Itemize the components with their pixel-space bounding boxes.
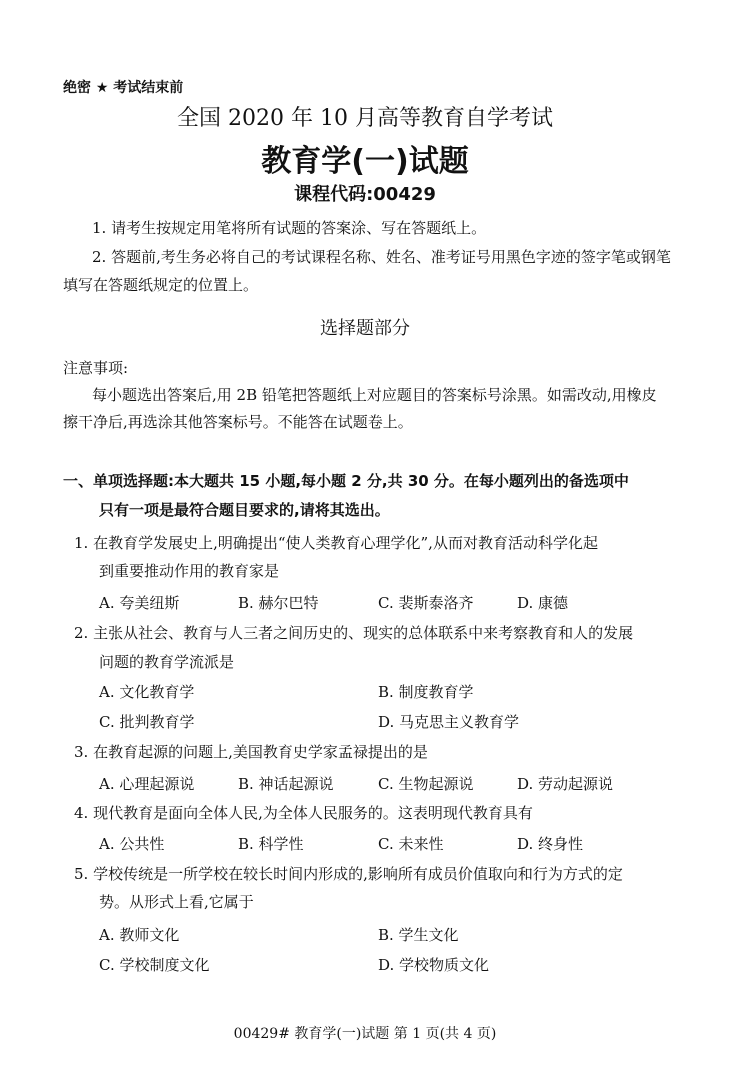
question-5-option-c: C. 学校制度文化: [99, 956, 210, 974]
question-2-option-b: B. 制度教育学: [378, 683, 474, 701]
exam-title: 全国 2020 年 10 月高等教育自学考试: [177, 106, 553, 131]
question-4-line-1: 4. 现代教育是面向全体人民,为全体人民服务的。这表明现代教育具有: [74, 804, 533, 822]
question-4-option-a: A. 公共性: [99, 835, 165, 853]
notes-line-1: 每小题选出答案后,用 2B 铅笔把答题纸上对应题目的答案标号涂黑。如需改动,用橡皮: [92, 386, 657, 404]
question-2-option-a: A. 文化教育学: [99, 683, 195, 701]
page-footer: 00429# 教育学(一)试题 第 1 页(共 4 页): [233, 1026, 497, 1042]
question-4-option-c: C. 未来性: [378, 835, 444, 853]
question-1-line-2: 到重要推动作用的教育家是: [99, 562, 280, 580]
question-3-option-b: B. 神话起源说: [238, 775, 334, 793]
confidential-mark: 绝密 ★ 考试结束前: [63, 80, 184, 96]
question-2-option-d: D. 马克思主义教育学: [378, 713, 520, 731]
question-2-line-1: 2. 主张从社会、教育与人三者之间历史的、现实的总体联系中来考察教育和人的发展: [74, 624, 634, 642]
part1-heading-cont: 只有一项是最符合题目要求的,请将其选出。: [99, 501, 390, 519]
question-2-option-c: C. 批判教育学: [99, 713, 195, 731]
notes-line-2: 擦干净后,再选涂其他答案标号。不能答在试题卷上。: [63, 413, 413, 431]
question-4-option-d: D. 终身性: [517, 835, 584, 853]
question-1-line-1: 1. 在教育学发展史上,明确提出“使人类教育心理学化”,从而对教育活动科学化起: [74, 534, 598, 552]
course-code: 课程代码:00429: [294, 184, 436, 205]
question-3-option-a: A. 心理起源说: [99, 775, 195, 793]
question-1-option-a: A. 夸美纽斯: [99, 594, 180, 612]
question-1-option-b: B. 赫尔巴特: [238, 594, 319, 612]
question-1-option-d: D. 康德: [517, 594, 569, 612]
question-4-option-b: B. 科学性: [238, 835, 304, 853]
question-3-line-1: 3. 在教育起源的问题上,美国教育史学家孟禄提出的是: [74, 743, 428, 761]
question-5-option-b: B. 学生文化: [378, 926, 459, 944]
question-5-line-1: 5. 学校传统是一所学校在较长时间内形成的,影响所有成员价值取向和行为方式的定: [74, 865, 623, 883]
instruction-2-cont: 填写在答题纸规定的位置上。: [63, 276, 259, 294]
question-5-line-2: 势。从形式上看,它属于: [99, 893, 254, 911]
question-3-option-d: D. 劳动起源说: [517, 775, 614, 793]
section-heading: 选择题部分: [320, 318, 410, 339]
question-3-option-c: C. 生物起源说: [378, 775, 474, 793]
question-5-option-a: A. 教师文化: [99, 926, 180, 944]
question-5-option-d: D. 学校物质文化: [378, 956, 490, 974]
subject-title: 教育学(一)试题: [261, 144, 469, 179]
instruction-1: 1. 请考生按规定用笔将所有试题的答案涂、写在答题纸上。: [92, 219, 487, 237]
part1-heading: 一、单项选择题:本大题共 15 小题,每小题 2 分,共 30 分。在每小题列出的备选项中: [63, 472, 629, 490]
instruction-2: 2. 答题前,考生务必将自己的考试课程名称、姓名、准考证号用黑色字迹的签字笔或钢笔: [92, 248, 671, 266]
notes-label: 注意事项:: [63, 359, 129, 377]
question-1-option-c: C. 裴斯泰洛齐: [378, 594, 474, 612]
question-2-line-2: 问题的教育学流派是: [99, 653, 235, 671]
